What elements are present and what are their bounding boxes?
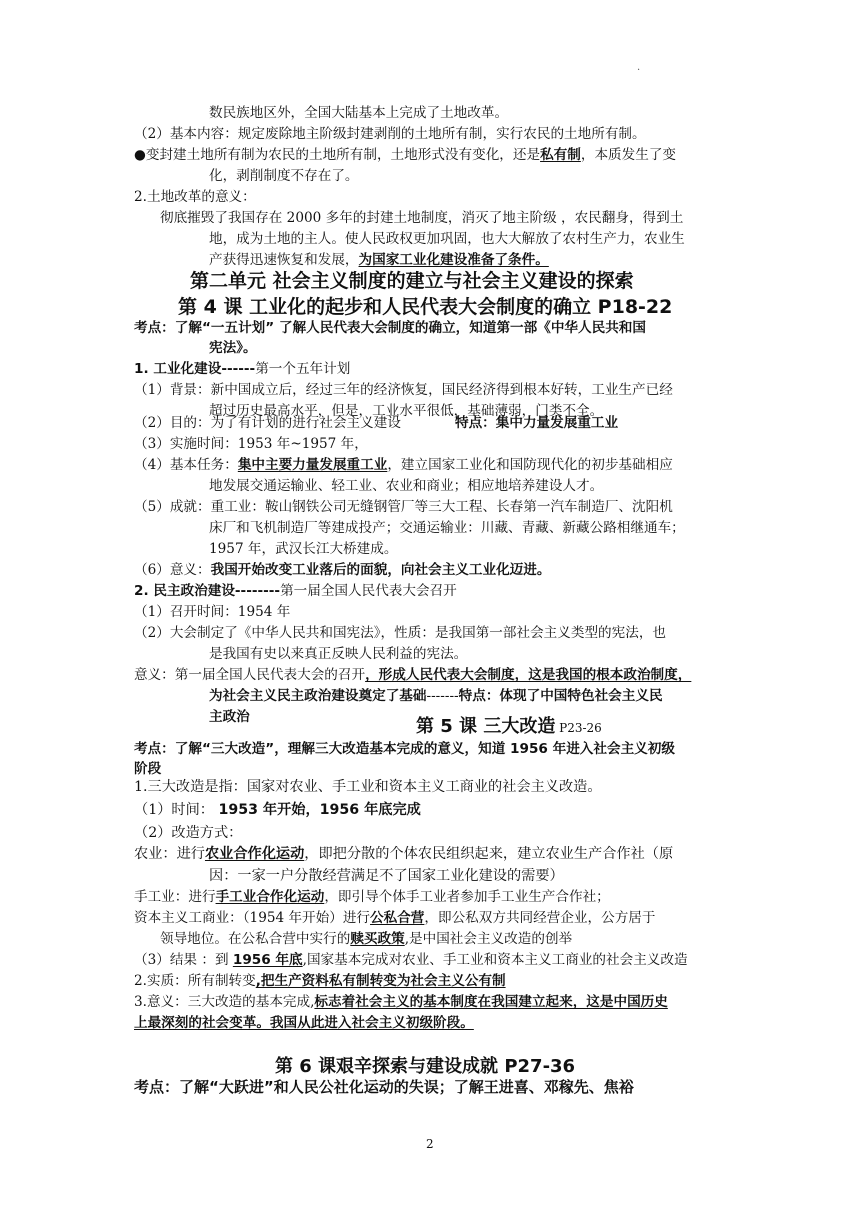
- exam-point: 考点：了解“一五计划” 了解人民代表大会制度的确立，知道第一部《中华人民共和国: [134, 320, 646, 336]
- emphasis-text: 1956 年底: [232, 952, 303, 968]
- text-run: 农业：进行: [134, 846, 205, 862]
- text-run: 2. 民主政治建设--------: [134, 583, 281, 599]
- emphasis-text: 特点：体现了中国特色社会主义民: [458, 688, 663, 704]
- top-mark: .: [637, 62, 641, 73]
- lesson-heading: [416, 712, 602, 738]
- text-run: （1）时间：: [134, 802, 219, 818]
- text-line: [134, 665, 691, 685]
- text-line: [134, 971, 506, 991]
- text-line: 床厂和飞机制造厂等建成投产；交通运输业：川藏、青藏、新藏公路相继通车；: [209, 520, 685, 536]
- page-range: P23-26: [555, 721, 602, 735]
- emphasis-text: 1953 年开始，1956 年底完成: [218, 802, 421, 818]
- emphasis-text: 手工业合作化运动: [215, 889, 325, 905]
- text-line: [134, 887, 610, 907]
- text-run: 资本主义工商业：（1954 年开始）进行: [134, 910, 371, 926]
- exam-point: 阶段: [134, 761, 162, 777]
- text-line: 因：一家一户分散经营满足不了国家工业化建设的需要）: [209, 868, 564, 884]
- text-line: [134, 908, 656, 928]
- text-line: [209, 686, 663, 706]
- text-line: （3）实施时间：1953 年~1957 年，: [134, 436, 368, 452]
- emphasis-text: 我国开始改变工业落后的面貌，向社会主义工业化迈进。: [210, 562, 551, 578]
- text-run: 领导地位。在公私合营中实行的: [160, 931, 351, 947]
- text-run: 3.意义：三大改造的基本完成,: [134, 994, 315, 1010]
- text-line: 化，剥削制度不存在了。: [209, 168, 359, 184]
- exam-point: 考点：了解“大跃进”和人民公社化运动的失误；了解王进喜、邓稼先、焦裕: [134, 1078, 634, 1096]
- page-number: 2: [426, 1137, 434, 1151]
- text-run: 产获得迅速恢复和发展，: [209, 252, 359, 268]
- text-line: [134, 992, 668, 1012]
- text-line: 地发展交通运输业、轻工业、农业和商业；相应地培养建设人才。: [209, 478, 604, 494]
- lesson-heading: 第 4 课 工业化的起步和人民代表大会制度的确立 P18-22: [178, 296, 673, 318]
- text-run: （3）结果 ：到: [134, 952, 233, 968]
- text-run: （6）意义：: [134, 562, 211, 578]
- text-run: ●变封建土地所有制为农民的土地所有制，土地形式没有变化，还是: [134, 147, 541, 163]
- emphasis-text: 为国家工业化建设准备了条件。: [358, 252, 549, 268]
- text-line: （2）目的：为了有计划的进行社会主义建设: [134, 415, 401, 431]
- text-line: 是我国有史以来真正反映人民利益的宪法。: [209, 646, 468, 662]
- text-line: （1）背景：新中国成立后，经过三年的经济恢复，国民经济得到根本好转，工业生产已经: [134, 382, 673, 398]
- text-line: [134, 560, 550, 580]
- text-run: ，即公私双方共同经营企业，公方居于: [424, 910, 656, 926]
- text-run: 意义：第一届全国人民代表大会的召开: [134, 667, 366, 683]
- exam-point: 宪法》。: [209, 340, 257, 356]
- text-run: （4）基本任务：: [134, 457, 238, 473]
- section-title: [134, 581, 457, 601]
- text-line: （2）基本内容：规定废除地主阶级封建剥削的土地所有制，实行农民的土地所有制。: [134, 126, 646, 142]
- text-line: 超过历史最高水平，但是，工业水平很低，基础薄弱，门类不全。: [209, 403, 604, 419]
- text-run: ，即引导个体手工业者参加手工业生产合作社；: [324, 889, 610, 905]
- text-run: 第一届全国人民代表大会召开: [280, 583, 457, 599]
- text-run: -------: [426, 688, 459, 704]
- text-run: 手工业：进行: [134, 889, 216, 905]
- text-line: [134, 455, 673, 475]
- text-run: 2.实质：所有制转变: [134, 973, 256, 989]
- emphasis-text: ，形成人民代表大会制度，这是我国的根本政治制度，: [365, 667, 692, 683]
- text-run: ，即把分散的个体农民组织起来，建立农业生产合作社（原: [304, 846, 674, 862]
- text-line: [134, 950, 688, 970]
- emphasis-text: 为社会主义民主政治建设奠定了基础: [209, 688, 427, 704]
- text-line: 数民族地区外，全国大陆基本上完成了土地改革。: [209, 105, 509, 121]
- text-line: [160, 929, 572, 949]
- text-line: （5）成就：重工业：鞍山钢铁公司无缝钢管厂等三大工程、长春第一汽车制造厂、沈阳机: [134, 499, 673, 515]
- text-line: 彻底摧毁了我国存在 2000 多年的封建土地制度，消灭了地主阶级 ，农民翻身，得到土: [160, 210, 684, 226]
- exam-point: 考点：了解“三大改造”，理解三大改造基本完成的意义，知道 1956 年进入社会主义初级: [134, 741, 675, 757]
- text-line: 1.三大改造是指：国家对农业、手工业和资本主义工商业的社会主义改造。: [134, 779, 602, 795]
- text-line: 主政治: [209, 709, 250, 725]
- unit-heading: 第二单元 社会主义制度的建立与社会主义建设的探索: [190, 270, 634, 292]
- text-line: 地，成为土地的主人。使人民政权更加巩固，也大大解放了农村生产力，农业生: [209, 231, 685, 247]
- text-line: [134, 844, 673, 864]
- section-title: [134, 359, 350, 379]
- text-line: （2）大会制定了《中华人民共和国宪法》，性质：是我国第一部社会主义类型的宪法，也: [134, 625, 667, 641]
- text-line: 2.土地改革的意义：: [134, 189, 256, 205]
- text-line: [134, 145, 676, 165]
- emphasis-text: 公私合营: [370, 910, 425, 926]
- lesson-title: 第 5 课 三大改造: [416, 716, 556, 737]
- text-run: ,国家基本完成对农业、手工业和资本主义工商业的社会主义改造: [302, 952, 688, 968]
- text-run: ,是中国社会主义改造的创举: [404, 931, 573, 947]
- emphasis-text: 赎买政策: [350, 931, 405, 947]
- text-line: 上最深刻的社会变革。我国从此进入社会主义初级阶段。: [134, 1015, 474, 1031]
- text-line: 特点：集中力量发展重工业: [455, 415, 619, 431]
- emphasis-text: 集中主要力量发展重工业: [237, 457, 388, 473]
- text-run: 第一个五年计划: [255, 361, 351, 377]
- emphasis-text: 私有制: [540, 147, 581, 163]
- emphasis-text: 农业合作化运动: [204, 846, 305, 862]
- text-run: 1. 工业化建设------: [134, 361, 256, 377]
- text-line: 1957 年，武汉长江大桥建成。: [209, 541, 398, 557]
- emphasis-text: ,把生产资料私有制转变为社会主义公有制: [255, 973, 506, 989]
- text-run: ，本质发生了变: [580, 147, 677, 163]
- lesson-heading: 第 6 课艰辛探索与建设成就 P27-36: [275, 1056, 576, 1077]
- text-line: [134, 800, 421, 820]
- emphasis-text: 标志着社会主义的基本制度在我国建立起来，这是中国历史: [314, 994, 668, 1010]
- text-line: （1）召开时间：1954 年: [134, 604, 291, 620]
- text-line: （2）改造方式：: [134, 825, 243, 841]
- text-run: ，建立国家工业化和国防现代化的初步基础相应: [387, 457, 673, 473]
